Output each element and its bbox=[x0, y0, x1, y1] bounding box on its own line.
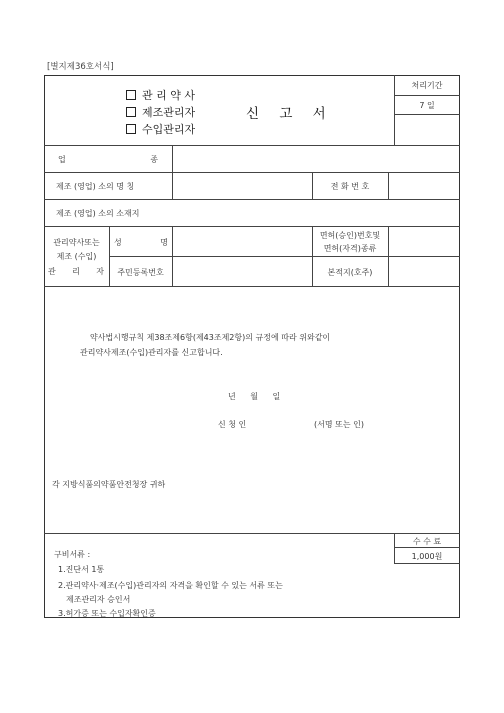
domicile-field[interactable] bbox=[391, 259, 457, 283]
divider bbox=[388, 226, 389, 286]
domicile-label: 본적지(호주) bbox=[327, 268, 373, 277]
business-type-field[interactable] bbox=[175, 148, 455, 169]
person-group-label: 관 리 자 bbox=[48, 267, 104, 276]
required-doc-item: 제조관리자 승인서 bbox=[66, 595, 131, 604]
phone-label: 전 화 번 호 bbox=[330, 182, 370, 191]
person-group-label: 관리약사또는 bbox=[53, 238, 100, 247]
required-doc-item: 2.관리약사·제조(수입)관리자의 자격을 확인할 수 있는 서류 또는 bbox=[58, 581, 283, 590]
fee-value: 1,000원 bbox=[411, 552, 443, 561]
divider bbox=[394, 547, 460, 548]
checkbox-pharmacist[interactable] bbox=[126, 87, 195, 103]
checkbox-icon bbox=[126, 90, 136, 100]
required-docs-title: 구비서류 : bbox=[54, 550, 91, 559]
checkbox-label: 제조관리자 bbox=[142, 106, 196, 119]
applicant-label: 신 청 인 bbox=[218, 420, 247, 429]
business-name-field[interactable] bbox=[175, 175, 309, 196]
divider bbox=[394, 95, 460, 96]
resident-number-label: 주민등록번호 bbox=[117, 268, 164, 277]
divider bbox=[44, 172, 460, 173]
checkbox-label: 수입관리자 bbox=[142, 123, 196, 136]
applicant-field[interactable] bbox=[262, 414, 310, 430]
license-label: 면허(자격)종류 bbox=[323, 244, 377, 253]
phone-field[interactable] bbox=[391, 175, 457, 196]
business-address-label: 제조 (영업) 소의 소재지 bbox=[56, 209, 140, 218]
date-line: 년 월 일 bbox=[228, 392, 281, 401]
business-type-label: 업 종 bbox=[58, 155, 158, 164]
checkbox-icon bbox=[126, 124, 136, 134]
signature-label: (서명 또는 인) bbox=[314, 420, 364, 429]
person-name-field[interactable] bbox=[175, 229, 309, 253]
checkbox-import-manager[interactable] bbox=[126, 121, 195, 137]
form-title: 신 고 서 bbox=[246, 106, 334, 122]
license-field[interactable] bbox=[391, 229, 457, 253]
divider bbox=[172, 145, 173, 199]
statement-text: 약사법시행규칙 제38조제6항(제43조제2항)의 규정에 따라 위와같이 bbox=[90, 333, 331, 342]
divider bbox=[44, 145, 460, 146]
resident-number-field[interactable] bbox=[175, 259, 309, 283]
fee-label: 수 수 료 bbox=[412, 537, 442, 546]
checkbox-icon bbox=[126, 107, 136, 117]
business-name-label: 제조 (영업) 소의 명 칭 bbox=[56, 182, 135, 191]
recipient-text: 각 지방식품의약품안전청장 귀하 bbox=[52, 480, 166, 489]
license-label: 면허(승인)번호및 bbox=[319, 231, 381, 240]
divider bbox=[44, 286, 460, 287]
divider bbox=[388, 172, 389, 199]
statement-text: 관리약사제조(수입)관리자를 신고합니다. bbox=[80, 348, 223, 357]
checkbox-label: 관 리 약 사 bbox=[142, 89, 195, 102]
checkbox-manufacturing-manager[interactable] bbox=[126, 104, 195, 120]
divider bbox=[44, 533, 460, 534]
divider bbox=[44, 226, 460, 227]
divider bbox=[394, 114, 460, 115]
form-code: [별지제36호서식] bbox=[47, 62, 114, 72]
divider bbox=[172, 226, 173, 286]
required-doc-item: 1.진단서 1통 bbox=[58, 565, 105, 574]
divider bbox=[109, 256, 460, 257]
processing-period-value: 7 일 bbox=[419, 101, 435, 110]
divider bbox=[394, 563, 460, 564]
processing-period-label: 처리기간 bbox=[411, 81, 443, 90]
person-group-label: 제조 (수입) bbox=[56, 252, 97, 261]
divider bbox=[44, 199, 460, 200]
person-name-label: 성 명 bbox=[114, 238, 168, 247]
required-doc-item: 3.허가증 또는 수입자확인증 bbox=[58, 609, 156, 618]
business-address-field[interactable] bbox=[175, 202, 455, 223]
